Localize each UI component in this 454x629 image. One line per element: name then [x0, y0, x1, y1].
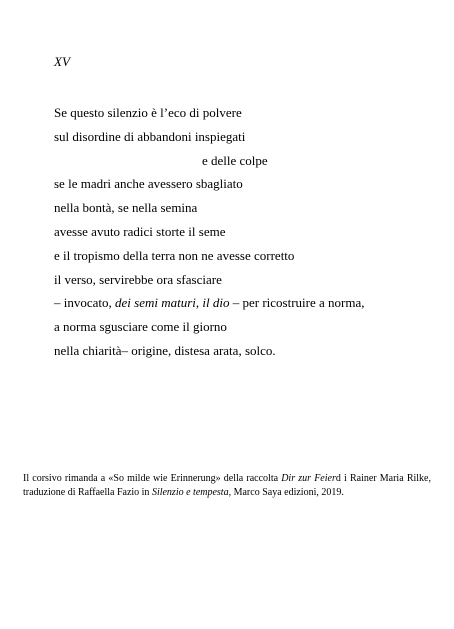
poem-line-indented: e delle colpe: [202, 152, 268, 168]
footnote-text: Il corsivo rimanda a «So milde wie Erinnerung» della raccolta: [23, 473, 282, 484]
footnote-text: , Marco Saya edizioni, 2019.: [228, 487, 344, 498]
poem-line: nella bontà, se nella semina: [54, 200, 198, 216]
poem-line: se le madri anche avessero sbagliato: [54, 176, 243, 192]
poem-text: – invocato,: [54, 295, 116, 311]
poem-line: Se questo silenzio è l’eco di polvere: [54, 105, 242, 120]
poem-line: il verso, servirebbe ora sfasciare: [54, 271, 222, 287]
footnote-book-title: Silenzio e tempesta: [151, 487, 229, 498]
poem-number-heading: XV: [54, 54, 70, 69]
footnote-text: d i Rainer Maria Rilke, traduzione di Raffaella Fazio in: [23, 473, 431, 498]
footnote: [23, 472, 431, 500]
italic-quote: dei semi maturi, il dio: [115, 295, 230, 311]
poem-line: nella chiarità– origine, distesa arata, solco.: [54, 342, 276, 358]
poem-body: [54, 101, 434, 363]
poem-line-with-quote: [54, 291, 434, 315]
poem-line: avesse avuto radici storte il seme: [54, 223, 226, 239]
poem-line: sul disordine di abbandoni inspiegati: [54, 128, 246, 144]
poem-line: a norma sgusciare come il giorno: [54, 319, 227, 335]
poem-text: – per ricostruire a norma,: [229, 295, 365, 311]
poem-line: e il tropismo della terra non ne avesse corretto: [54, 247, 295, 263]
footnote-book-title: Dir zur Feier: [281, 473, 336, 484]
